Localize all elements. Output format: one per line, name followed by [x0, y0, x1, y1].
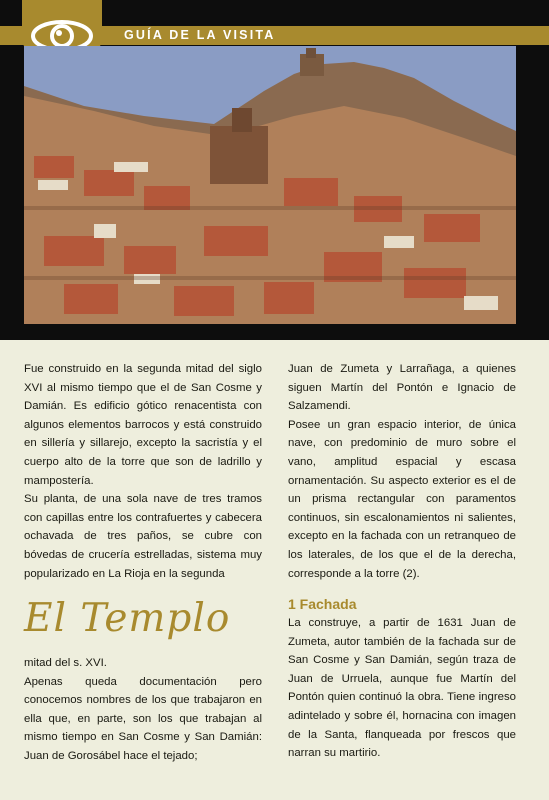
floorplan-paragraph: Su planta, de una sola nave de tres tramos con capillas entre los contrafuertes y cabecera ochavada de tres paños, se cubre con bóvedas de crucería estrelladas, sistema muy popularizado en La Rioja en la segunda	[24, 493, 262, 580]
workers-paragraph: Juan de Zumeta y Larrañaga, a quienes siguen Martín del Pontón e Ignacio de Salzamendi.	[288, 363, 516, 413]
left-column-bottom	[24, 654, 262, 766]
right-column-bottom	[288, 614, 516, 763]
guide-title: GUÍA DE LA VISITA	[124, 28, 276, 42]
left-column-top	[24, 360, 262, 583]
documentation-paragraph: Apenas queda documentación pero conocemos nombres de los que trabajaron en ella que, en parte, son los que trabajan al mismo tiempo en San Cosme y San Damián: Juan de Gorosábel hace el tejado;	[24, 675, 262, 762]
intro-paragraph: Fue construido en la segunda mitad del siglo XVI al mismo tiempo que el de San Cosme y Damián. Es edificio gótico renacentista con algunos elementos barrocos y está construido en sillería y sillarejo, excepto la sacristía y el cuerpo alto de la torre que son de ladrillo y mampostería.	[24, 363, 262, 487]
facade-paragraph: La construye, a partir de 1631 Juan de Zumeta, autor también de la fachada sur de San Cosme y San Damián, según traza de Juan de Urruela, aunque fue Martín del Pontón quien continuó la obra. Tiene ingreso adintelado y sobre él, hornacina con imagen de la Santa, flanqueada por frescos que narran su martirio.	[288, 617, 516, 760]
facade-heading: 1 Fachada	[288, 596, 357, 612]
interior-paragraph: Posee un gran espacio interior, de única nave, con predominio de muro sobre el vano, amplitud espacial y escasa ornamentación. Su aspecto exterior es el de un prisma rectangular con paramentos continuos, sin escalonamientos ni salientes, excepto en la fachada con un retranqueo de los laterales, de los que el de la derecha, corresponde a la torre (2).	[288, 418, 516, 580]
century-line: mitad del s. XVI.	[24, 657, 107, 669]
village-photo	[24, 46, 516, 324]
right-column-top	[288, 360, 516, 583]
section-title: El Templo	[24, 596, 231, 641]
